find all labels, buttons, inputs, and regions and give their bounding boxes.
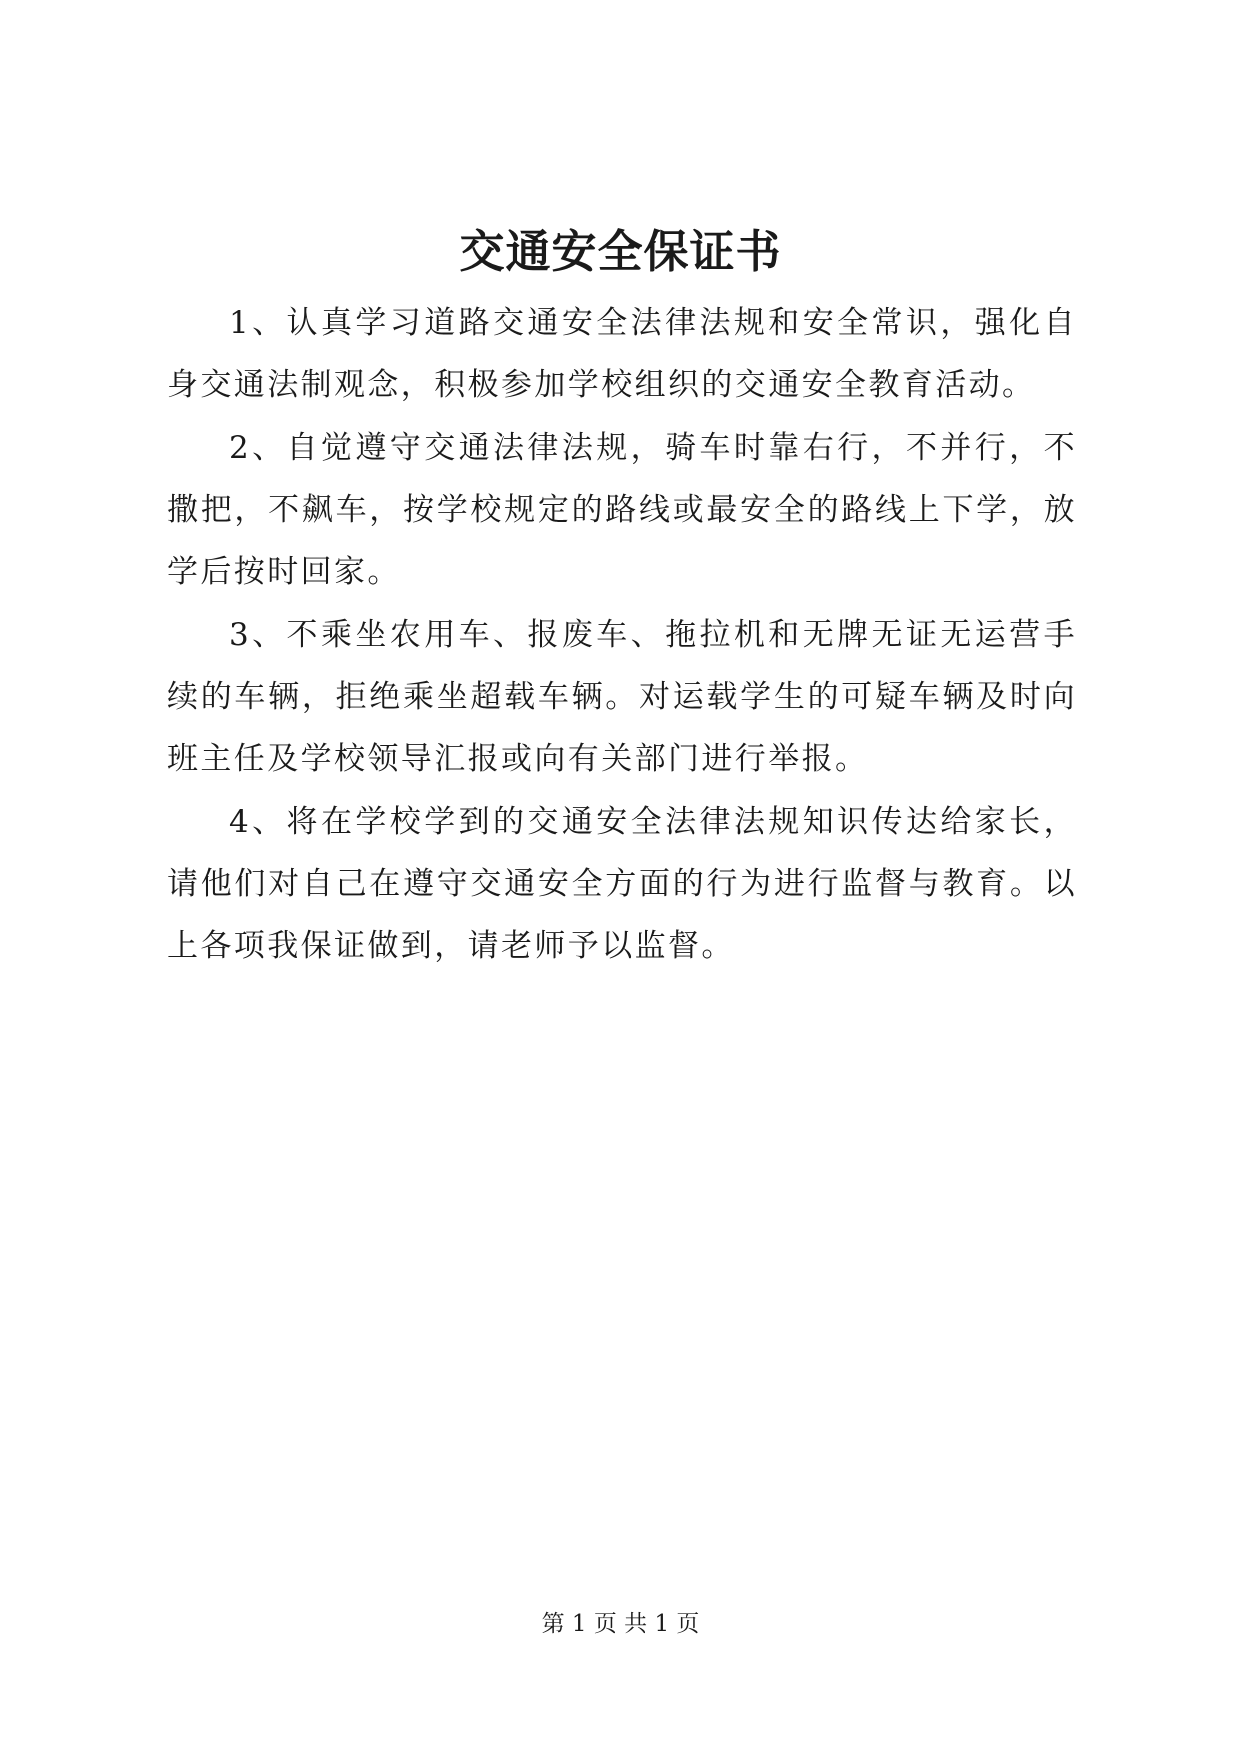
- paragraph-2: 2、自觉遵守交通法律法规，骑车时靠右行，不并行，不撒把，不飙车，按学校规定的路线或最安全的路线上下学，放学后按时回家。: [167, 430, 1077, 590]
- paragraph-3: 3、不乘坐农用车、报废车、拖拉机和无牌无证无运营手续的车辆，拒绝乘坐超载车辆。对运载学生的可疑车辆及时向班主任及学校领导汇报或向有关部门进行举报。: [167, 617, 1077, 777]
- document-body: [167, 292, 1077, 978]
- paragraph-4: 4、将在学校学到的交通安全法律法规知识传达给家长，请他们对自己在遵守交通安全方面的行为进行监督与教育。以上各项我保证做到，请老师予以监督。: [167, 804, 1077, 964]
- page-footer: 第 1 页 共 1 页: [541, 1611, 700, 1637]
- paragraph-1: 1、认真学习道路交通安全法律法规和安全常识，强化自身交通法制观念，积极参加学校组织的交通安全教育活动。: [167, 305, 1077, 403]
- document-title: 交通安全保证书: [459, 225, 782, 278]
